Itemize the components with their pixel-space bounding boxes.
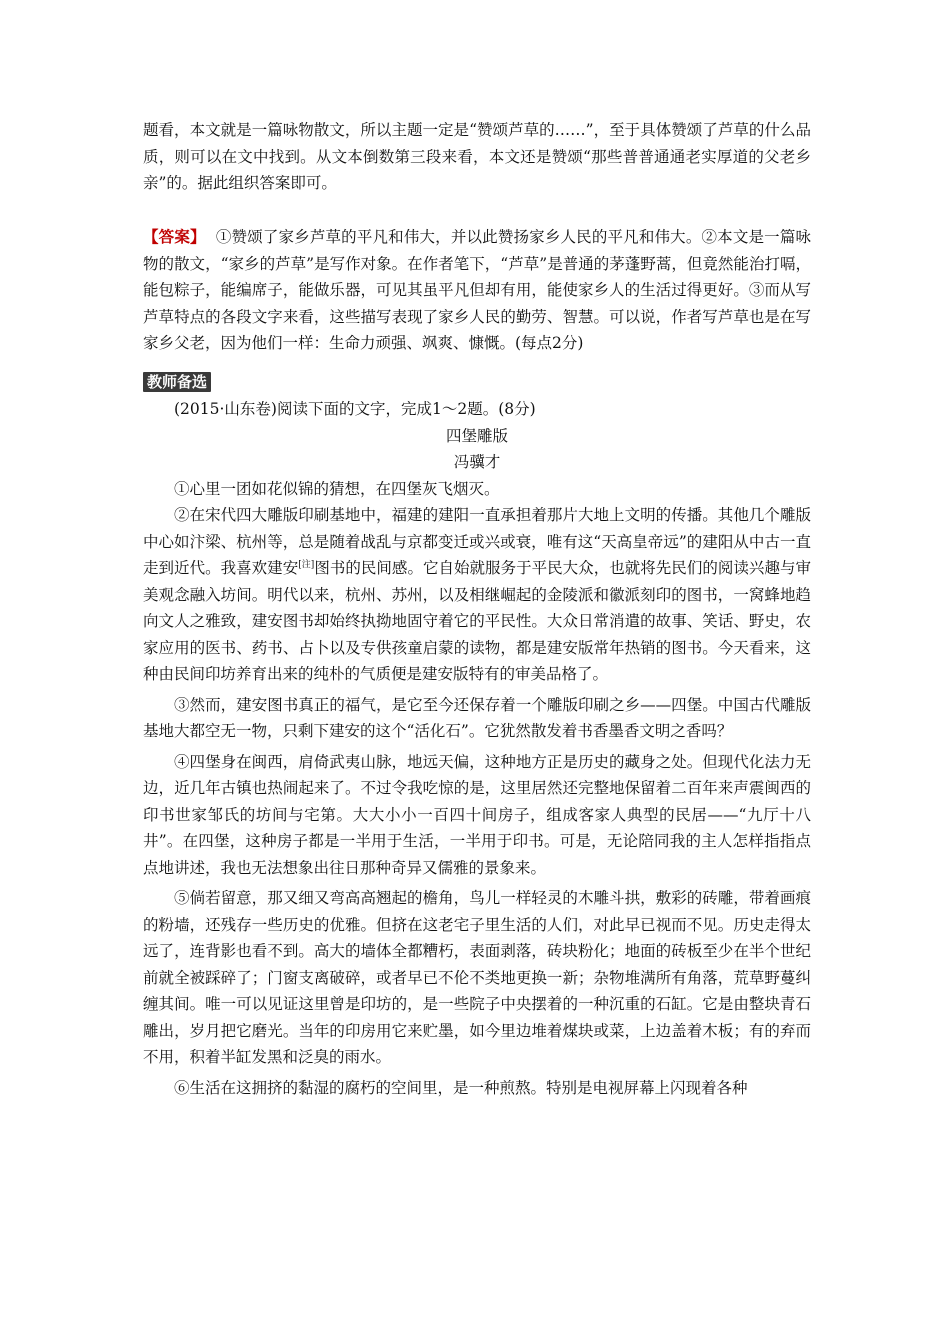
article-title: 四堡雕版 bbox=[445, 426, 508, 445]
analysis-section bbox=[143, 117, 811, 197]
analysis-tail: 题看，本文就是一篇咏物散文，所以主题一定是“赞颂芦草的……”，至于具体赞颂了芦草的什么品质，则可以在文中找到。从文本倒数第三段来看，本文还是赞颂“那些普普通通老实厚道的父老乡亲”的。据此组织答案即可。 bbox=[143, 121, 811, 192]
paragraph-3: ③然而，建安图书真正的福气，是它至今还保存着一个雕版印刷之乡——四堡。中国古代雕版基地大都空无一物，只剩下建安的这个“活化石”。它犹然散发着书香墨香文明之香吗？ bbox=[143, 695, 811, 740]
question-intro: (2015·山东卷)阅读下面的文字，完成1～2题。(8分) bbox=[174, 400, 536, 418]
paragraph-5: ⑤倘若留意，那又细又弯高高翘起的檐角，鸟儿一样轻灵的木雕斗拱，敷彩的砖雕，带着画痕的粉墙，还残存一些历史的优雅。但挤在这老宅子里生活的人们，对此早已视而不见。历史走得太远了，连背影也看不到。高大的墙体全都糟朽，表面剥落，砖块粉化；地面的砖板至少在半个世纪前就全被踩碎了；门窗支离破碎，或者早已不伦不类地更换一新；杂物堆满所有角落，荒草野蔓纠缠其间。唯一可以见证这里曾是印坊的，是一些院子中央摆着的一种沉重的石缸。它是由整块青石雕出，岁月把它磨光。当年的印房用它来贮墨，如今里边堆着煤块或菜，上边盖着木板；有的弃而不用，积着半缸发黑和泛臭的雨水。 bbox=[143, 889, 811, 1066]
teacher-tag-row bbox=[143, 372, 811, 392]
paragraph-1: ①心里一团如花似锦的猜想，在四堡灰飞烟灭。 bbox=[174, 479, 500, 498]
paragraph-4: ④四堡身在闽西，肩倚武夷山脉，地远天偏，这种地方正是历史的藏身之处。但现代化法力无边，近几年古镇也热闹起来了。不过令我吃惊的是，这里居然还完整地保留着二百年来声震闽西的印书世家邹氏的坊间与宅第。大大小小一百四十间房子，组成客家人典型的民居——“九厅十八井”。在四堡，这种房子都是一半用于生活，一半用于印书。可是，无论陪同我的主人怎样指指点点地讲述，我也无法想象出往日那种奇异又儒雅的景象来。 bbox=[143, 752, 811, 877]
article-author: 冯骥才 bbox=[453, 453, 501, 471]
paragraph-2 bbox=[143, 502, 811, 688]
paragraph-6: ⑥生活在这拥挤的黏湿的腐朽的空间里，是一种煎熬。特别是电视屏幕上闪现着各种 bbox=[174, 1078, 748, 1097]
answer-text: ①赞颂了家乡芦草的平凡和伟大，并以此赞扬家乡人民的平凡和伟大。②本文是一篇咏物的散文，“家乡的芦草”是写作对象。在作者笔下，“芦草”是普通的茅蓬野蒿，但竟然能治打嗝，能包粽子，能编席子，能做乐器，可见其虽平凡但却有用，能使家乡人的生活过得更好。③而从写芦草特点的各段文字来看，这些描写表现了家乡人民的勤劳、智慧。可以说，作者写芦草也是在写家乡父老，因为他们一样：生命力顽强、飒爽、慷慨。(每点2分) bbox=[143, 228, 811, 352]
footnote-marker: [注] bbox=[298, 559, 315, 570]
paragraph-2-part-b: 图书的民间感。它自始就服务于平民大众，也就将先民们的阅读兴趣与审美观念融入坊间。明代以来，杭州、苏州，以及相继崛起的金陵派和徽派刻印的图书，一窝蜂地趋向文人之雅致，建安图书却始终执拗地固守着它的平民性。大众日常消遣的故事、笑话、野史，农家应用的医书、药书、占卜以及专供孩童启蒙的读物，都是建安版常年热销的图书。今天看来，这种由民间印坊养育出来的纯朴的气质便是建安版特有的审美品格了。 bbox=[143, 559, 811, 683]
paragraph-2-part-a: ②在宋代四大雕版印刷基地中，福建的建阳一直承担着那片大地上文明的传播。其他几个雕版中心如汴梁、杭州等，总是随着战乱与京都变迁或兴或衰，唯有这“天高皇帝远”的建阳从中古一直走到近代。我喜欢建安 bbox=[143, 506, 811, 577]
answer-section bbox=[143, 224, 811, 357]
teacher-tag: 教师备选 bbox=[143, 372, 211, 392]
article-section bbox=[143, 396, 811, 1101]
answer-paragraph bbox=[143, 224, 811, 357]
answer-label: 【答案】 bbox=[143, 227, 206, 246]
